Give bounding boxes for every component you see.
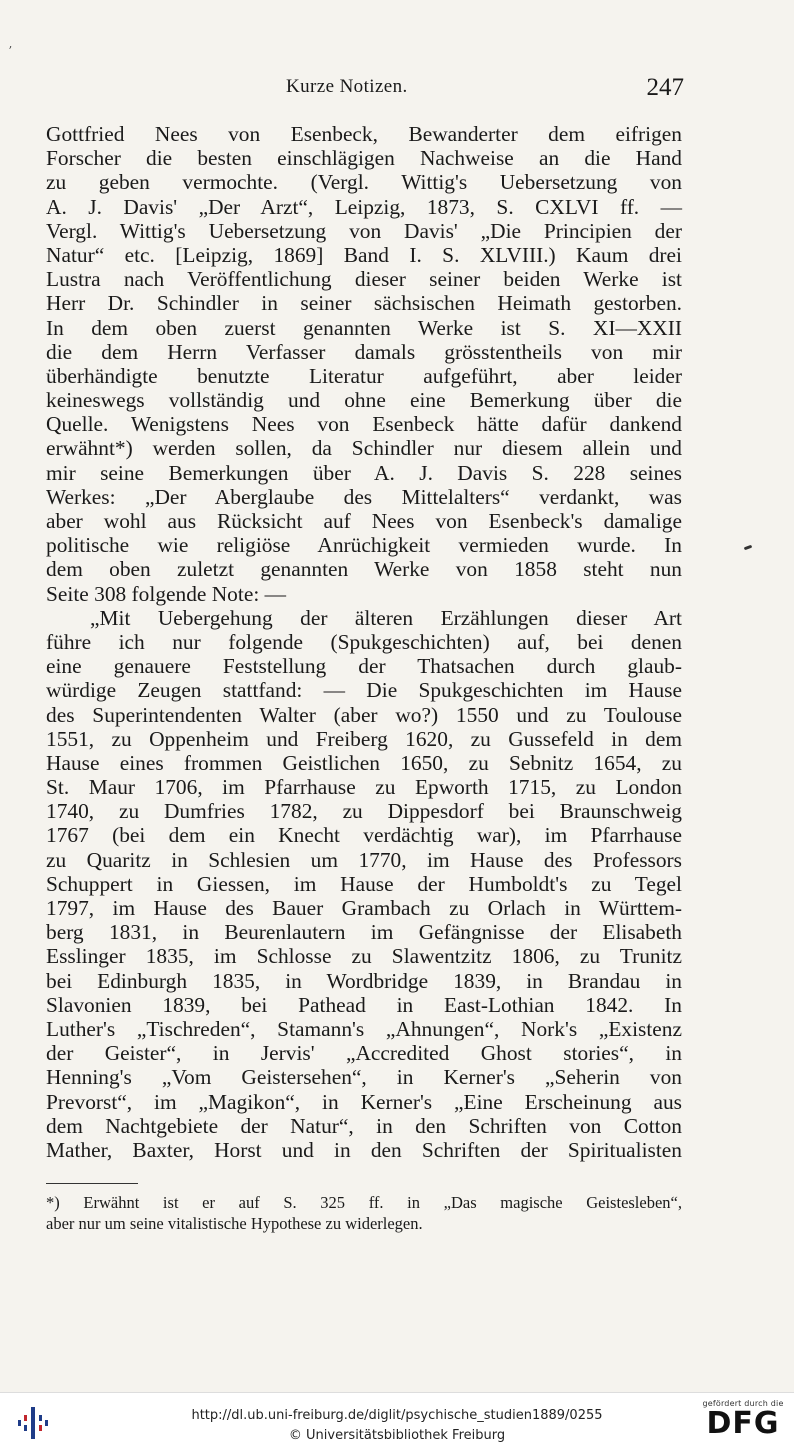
footnote	[46, 1192, 682, 1234]
page-number: 247	[646, 74, 684, 101]
text-line: 1767 (bei dem ein Knecht verdächtig war), im Pfarrhause	[46, 823, 682, 848]
text-line: Slavonien 1839, bei Pathead in East-Lothian 1842. In	[46, 992, 682, 1017]
text-line: politische wie religiöse Anrüchigkeit vermieden wurde. In	[46, 533, 682, 558]
text-line: überhändigte benutzte Literatur aufgeführt, aber leider	[46, 363, 682, 388]
text-line: Prevorst“, im „Magikon“, in Kerner's „Eine Erscheinung aus	[46, 1089, 682, 1114]
footnote-line: aber nur um seine vitalistische Hypothese zu widerlegen.	[46, 1214, 423, 1233]
text-line: Gottfried Nees von Esenbeck, Bewanderter dem eifrigen	[46, 122, 682, 146]
copyright-notice: © Universitätsbibliothek Freiburg	[288, 1428, 506, 1443]
text-line: In dem oben zuerst genannten Werke ist S. XI—XXII	[46, 315, 682, 340]
footnote-line: *) Erwähnt ist er auf S. 325 ff. in „Das magische Geistesleben“,	[46, 1193, 682, 1212]
text-line: führe ich nur folgende (Spukgeschichten) auf, bei denen	[46, 629, 682, 654]
text-line: Quelle. Wenigstens Nees von Esenbeck hätte dafür dankend	[46, 412, 682, 437]
text-line: Esslinger 1835, im Schlosse zu Slawentzitz 1806, zu Trunitz	[46, 944, 682, 969]
text-line: 1740, zu Dumfries 1782, zu Dippesdorf bei Braunschweig	[46, 799, 682, 824]
stray-mark: ʼ	[8, 44, 12, 58]
text-line: die dem Herrn Verfasser damals grösstentheils von mir	[46, 339, 682, 364]
text-line: St. Maur 1706, im Pfarrhause zu Epworth 1715, zu London	[46, 775, 682, 800]
page-header	[46, 74, 682, 102]
text-line: keineswegs vollständig und ohne eine Bemerkung über die	[46, 388, 682, 413]
text-line: Vergl. Wittig's Uebersetzung von Davis' „Die Principien der	[46, 218, 682, 243]
text-line: Werkes: „Der Aberglaube des Mittelalters“ verdankt, was	[46, 484, 682, 509]
text-line: eine genauere Feststellung der Thatsachen durch glaub-	[46, 654, 682, 679]
text-line: Henning's „Vom Geistersehen“, in Kerner's „Seherin von	[46, 1065, 682, 1090]
text-line: „Mit Uebergehung der älteren Erzählungen dieser Art	[90, 605, 682, 630]
text-line: der Geister“, in Jervis' „Accredited Ghost stories“, in	[46, 1041, 682, 1066]
body-text	[46, 122, 682, 1162]
permalink[interactable]: http://dl.ub.uni-freiburg.de/diglit/psychische_studien1889/0255	[191, 1408, 603, 1423]
text-line: des Superintendenten Walter (aber wo?) 1550 und zu Toulouse	[46, 702, 682, 727]
text-line: Lustra nach Veröffentlichung dieser seiner beiden Werke ist	[46, 267, 682, 292]
text-line: Mather, Baxter, Horst und in den Schriften der Spiritualisten	[46, 1137, 682, 1162]
text-line: zu Quaritz in Schlesien um 1770, im Hause des Professors	[46, 847, 682, 872]
text-line: 1797, im Hause des Bauer Grambach zu Orlach in Württem-	[46, 896, 682, 920]
text-line: Hause eines frommen Geistlichen 1650, zu Sebnitz 1654, zu	[46, 750, 682, 775]
text-line: Natur“ etc. [Leipzig, 1869] Band I. S. XLVIII.) Kaum drei	[46, 242, 682, 267]
text-line: zu geben vermochte. (Vergl. Wittig's Uebersetzung von	[46, 170, 682, 195]
text-line: dem oben zuletzt genannten Werke von 1858 steht nun	[46, 557, 682, 582]
text-line: erwähnt*) werden sollen, da Schindler nur diesem allein und	[46, 436, 682, 461]
text-line: aber wohl aus Rücksicht auf Nees von Esenbeck's damalige	[46, 509, 682, 533]
text-line: berg 1831, in Beurenlautern im Gefängnisse der Elisabeth	[46, 920, 682, 945]
text-line: Seite 308 folgende Note: —	[46, 581, 286, 606]
footnote-rule	[46, 1183, 138, 1184]
running-title: Kurze Notizen.	[286, 76, 408, 97]
text-line: würdige Zeugen stattfand: — Die Spukgeschichten im Hause	[46, 678, 682, 703]
dfg-logo: DFG	[706, 1406, 780, 1441]
text-line: mir seine Bemerkungen über A. J. Davis S. 228 seines	[46, 460, 682, 485]
text-line: Herr Dr. Schindler in seiner sächsischen Heimath gestorben.	[46, 291, 682, 316]
text-line: Forscher die besten einschlägigen Nachweise an die Hand	[46, 146, 682, 171]
margin-mark	[744, 545, 753, 551]
text-line: Luther's „Tischreden“, Stamann's „Ahnungen“, Nork's „Existenz	[46, 1016, 682, 1041]
text-line: Schuppert in Giessen, im Hause der Humboldt's zu Tegel	[46, 871, 682, 896]
text-line: bei Edinburgh 1835, in Wordbridge 1839, in Brandau in	[46, 968, 682, 993]
dfg-caption: gefördert durch die	[702, 1399, 784, 1408]
text-line: 1551, zu Oppenheim und Freiberg 1620, zu Gussefeld in dem	[46, 726, 682, 751]
dfg-badge	[702, 1399, 784, 1447]
viewer-footer	[0, 1392, 794, 1452]
text-line: dem Nachtgebiete der Natur“, in den Schriften von Cotton	[46, 1113, 682, 1138]
text-line: A. J. Davis' „Der Arzt“, Leipzig, 1873, S. CXLVI ff. —	[46, 194, 682, 219]
